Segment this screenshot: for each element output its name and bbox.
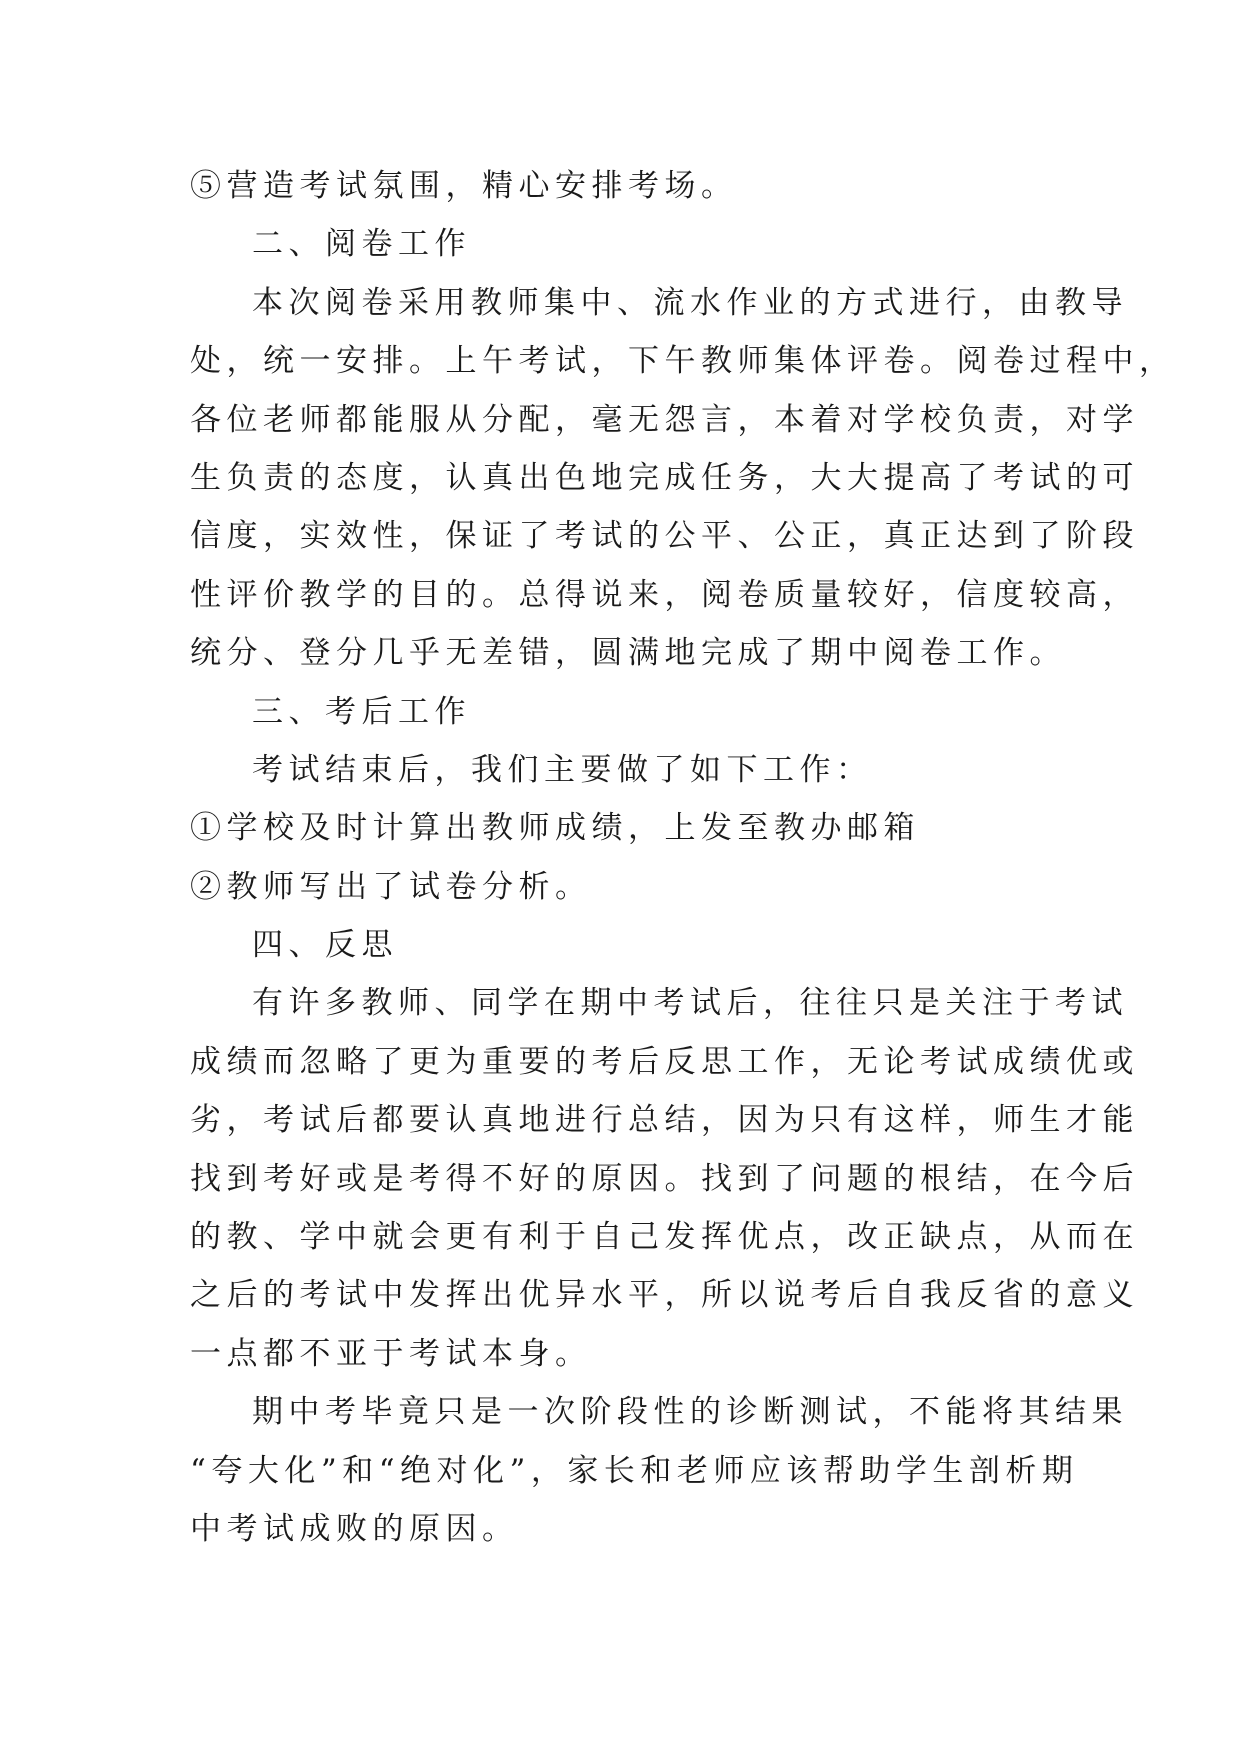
- paragraph-line: 各位老师都能服从分配，毫无怨言，本着对学校负责，对学: [190, 401, 1139, 438]
- paragraph-line: 一点都不亚于考试本身。: [190, 1335, 592, 1372]
- list-item-2: ②教师写出了试卷分析。: [190, 868, 592, 905]
- section-heading-grading: 二、阅卷工作: [252, 226, 471, 263]
- list-item-5: ⑤营造考试氛围，精心安排考场。: [190, 168, 738, 204]
- paragraph-line: 的教、学中就会更有利于自己发挥优点，改正缺点，从而在: [190, 1219, 1139, 1256]
- paragraph-line: 统分、登分几乎无差错，圆满地完成了期中阅卷工作。: [190, 635, 1066, 672]
- paragraph-line: 性评价教学的目的。总得说来，阅卷质量较好，信度较高，: [190, 576, 1139, 613]
- paragraph-line: 成绩而忽略了更为重要的考后反思工作，无论考试成绩优或: [190, 1043, 1139, 1080]
- paragraph-line: 找到考好或是考得不好的原因。找到了问题的根结，在今后: [190, 1160, 1139, 1197]
- paragraph-line: 有许多教师、同学在期中考试后，往往只是关注于考试: [252, 985, 1128, 1022]
- paragraph-reflection-1: [190, 974, 1139, 1383]
- section-heading-post-exam: 三、考后工作: [252, 693, 471, 730]
- paragraph-grading: [190, 274, 1176, 683]
- paragraph-line: 处，统一安排。上午考试，下午教师集体评卷。阅卷过程中，: [190, 343, 1176, 380]
- paragraph-post-exam-intro: 考试结束后，我们主要做了如下工作：: [252, 751, 873, 788]
- paragraph-line: 信度，实效性，保证了考试的公平、公正，真正达到了阶段: [190, 518, 1139, 555]
- document-body: [190, 157, 1176, 1558]
- paragraph-line: 期中考毕竟只是一次阶段性的诊断测试，不能将其结果: [252, 1394, 1128, 1431]
- paragraph-line: 本次阅卷采用教师集中、流水作业的方式进行，由教导: [252, 284, 1128, 321]
- section-heading-reflection: 四、反思: [252, 927, 398, 964]
- list-item-1: ①学校及时计算出教师成绩，上发至教办邮箱: [190, 810, 920, 847]
- paragraph-line: 劣，考试后都要认真地进行总结，因为只有这样，师生才能: [190, 1102, 1139, 1139]
- paragraph-line: 之后的考试中发挥出优异水平，所以说考后自我反省的意义: [190, 1277, 1139, 1314]
- paragraph-line: 中考试成败的原因。: [190, 1510, 519, 1547]
- paragraph-line: “夸大化”和“绝对化”，家长和老师应该帮助学生剖析期: [190, 1452, 1079, 1489]
- paragraph-reflection-2: [190, 1383, 1128, 1558]
- paragraph-line: 生负责的态度，认真出色地完成任务，大大提高了考试的可: [190, 459, 1139, 496]
